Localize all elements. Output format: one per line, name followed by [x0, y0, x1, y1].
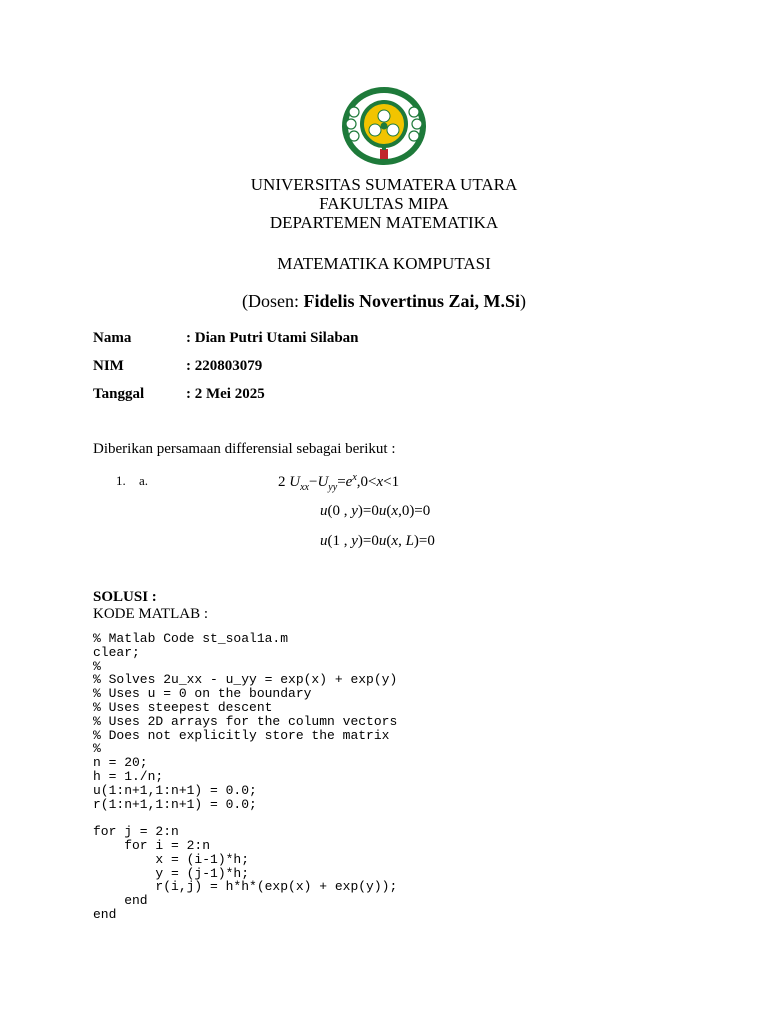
intro-text: Diberikan persamaan differensial sebagai berikut :: [93, 441, 396, 457]
code-line: n = 20;: [93, 755, 148, 771]
info-value: : 220803079: [186, 358, 263, 374]
lecturer-name: Fidelis Novertinus Zai, M.Si: [303, 291, 520, 311]
code-line: x = (i-1)*h;: [93, 851, 250, 867]
info-value: : 2 Mei 2025: [186, 386, 265, 402]
department-name: DEPARTEMEN MATEMATIKA: [269, 213, 499, 232]
code-line: for j = 2:n: [93, 824, 179, 840]
solusi-label: SOLUSI :: [93, 589, 157, 605]
info-label: Nama: [93, 330, 132, 346]
code-line: % Matlab Code st_soal1a.m: [93, 631, 289, 646]
info-label: NIM: [93, 358, 124, 374]
equation-boundary-1: u(0 , y)=0u(x,0)=0: [320, 503, 431, 519]
info-label: Tanggal: [93, 386, 145, 402]
problem-letter: a.: [139, 473, 149, 488]
code-line: y = (j-1)*h;: [93, 865, 250, 881]
code-line: % Uses steepest descent: [93, 699, 273, 715]
code-line: for i = 2:n: [93, 837, 211, 853]
code-line: u(1:n+1,1:n+1) = 0.0;: [93, 782, 257, 798]
lecturer-suffix: ): [520, 291, 526, 311]
kode-matlab-label: KODE MATLAB :: [93, 606, 208, 622]
code-line: h = 1./n;: [93, 768, 164, 784]
equation-boundary-2: u(1 , y)=0u(x, L)=0: [320, 533, 435, 549]
code-line: r(1:n+1,1:n+1) = 0.0;: [93, 796, 257, 812]
code-line: % Solves 2u_xx - u_yy = exp(x) + exp(y): [93, 672, 398, 688]
info-value: : Dian Putri Utami Silaban: [186, 330, 359, 346]
problem-number: 1.: [116, 473, 126, 488]
code-line: clear;: [93, 644, 140, 660]
code-line: % Uses u = 0 on the boundary: [93, 686, 312, 702]
university-logo: [341, 86, 427, 166]
equation-pde: 2 $U_{xx}-U_{yy}=e^x,0<x<1$: [278, 472, 400, 493]
code-line: %: [93, 658, 101, 674]
course-title: MATEMATIKA KOMPUTASI: [277, 254, 491, 273]
lecturer-line: [0, 292, 768, 311]
code-line: % Does not explicitly store the matrix: [93, 727, 390, 743]
code-line: [93, 811, 397, 825]
code-line: % Uses 2D arrays for the column vectors: [93, 713, 398, 729]
university-name: UNIVERSITAS SUMATERA UTARA: [250, 175, 518, 194]
faculty-name: FAKULTAS MIPA: [319, 194, 449, 213]
code-line: r(i,j) = h*h*(exp(x) + exp(y));: [93, 879, 398, 895]
code-line: end: [93, 906, 117, 922]
lecturer-prefix: (Dosen:: [241, 291, 304, 311]
matlab-code-block: [93, 632, 397, 922]
code-line: end: [93, 893, 148, 909]
code-line: %: [93, 741, 101, 757]
